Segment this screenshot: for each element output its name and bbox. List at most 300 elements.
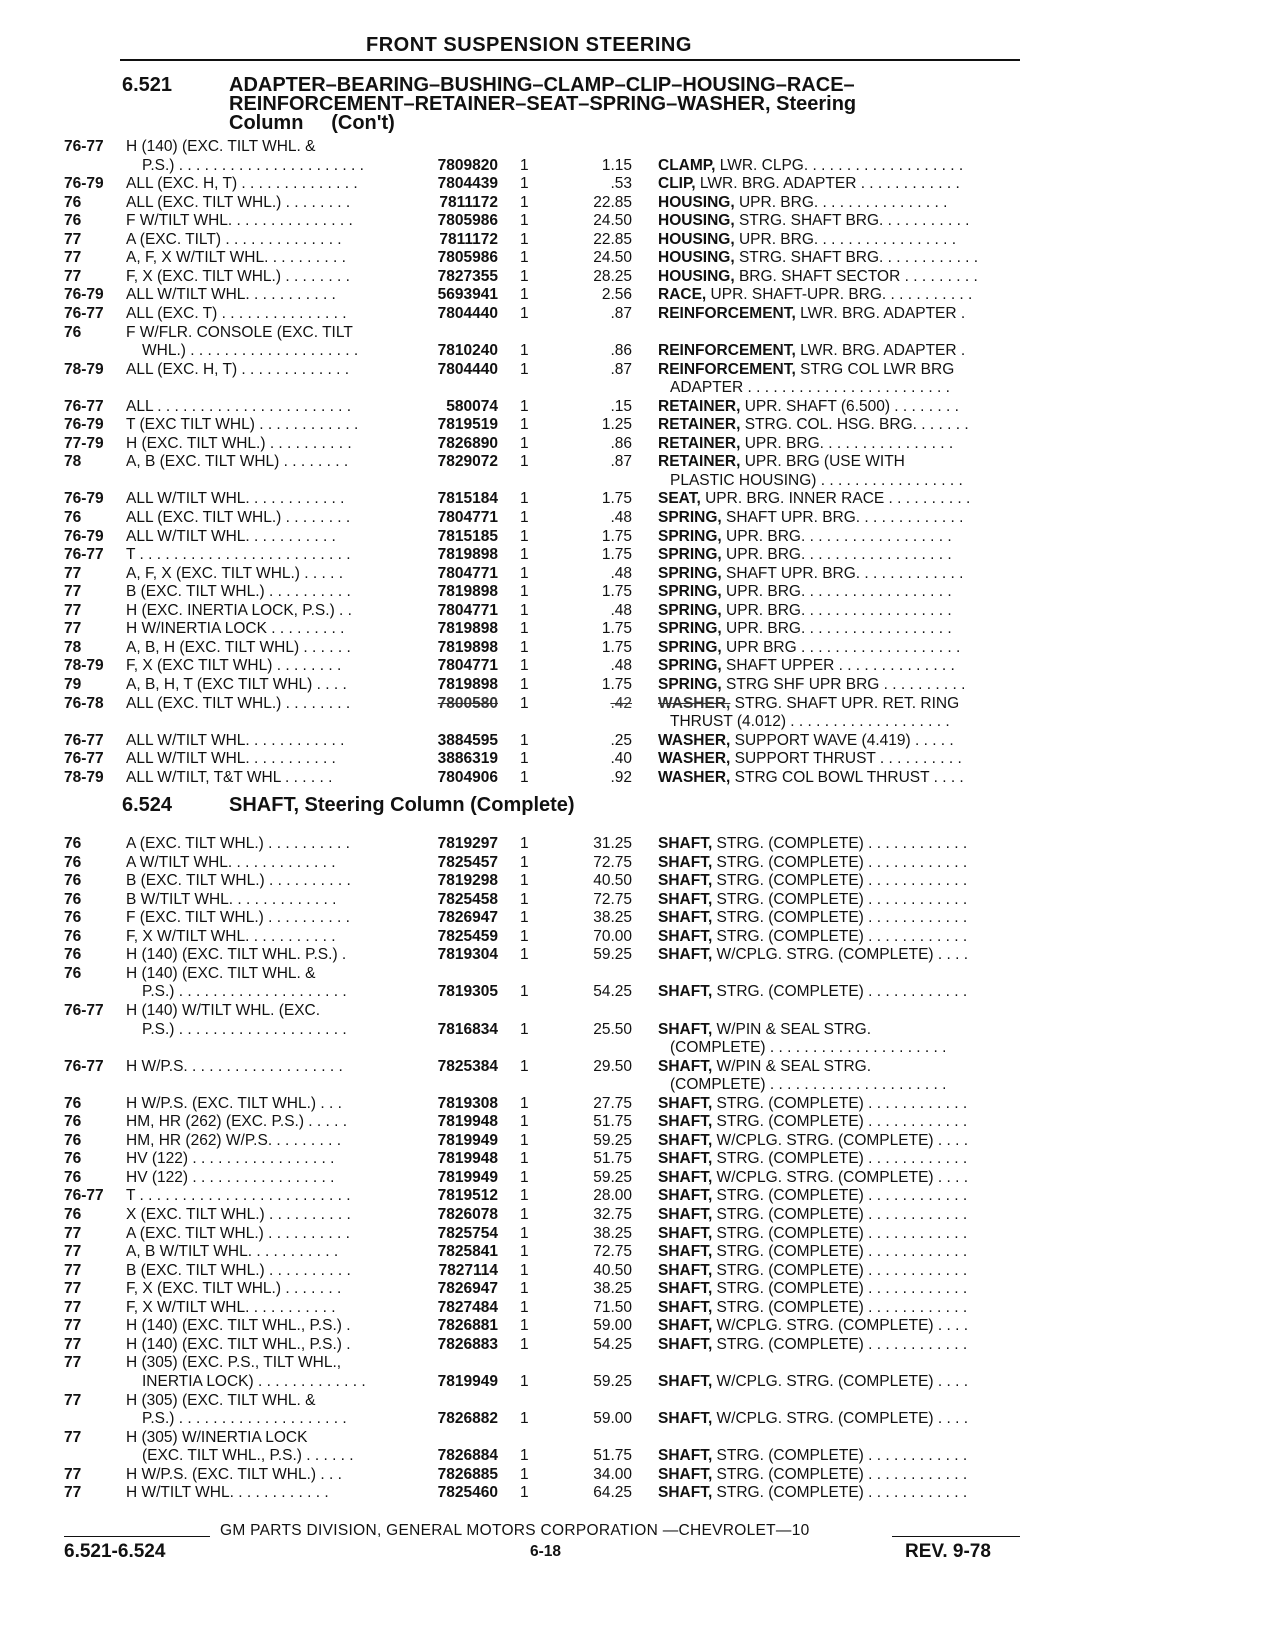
part-number: 7825841: [437, 1243, 498, 1261]
description: [658, 1206, 1023, 1224]
part-detail: UPR. BRG. . . . . . . . . . . . . . . .: [740, 434, 954, 452]
part-number: 7805986: [437, 249, 498, 267]
price: 25.50: [593, 1020, 632, 1038]
part-number: 7825459: [437, 927, 498, 945]
part-number: 7819519: [437, 416, 498, 434]
quantity: 1: [520, 453, 529, 471]
part-name: SHAFT,: [658, 1280, 713, 1298]
price: 1.75: [601, 527, 632, 545]
application: ALL (EXC. TILT WHL.) . . . . . . . .: [126, 193, 351, 211]
price: 51.75: [593, 1150, 632, 1168]
model-year: 77: [64, 1317, 82, 1335]
price: 51.75: [593, 1447, 632, 1465]
application: P.S.) . . . . . . . . . . . . . . . . . . . .: [142, 1410, 347, 1428]
price: 1.75: [601, 583, 632, 601]
description: [658, 175, 1023, 193]
application: P.S.) . . . . . . . . . . . . . . . . . . . . . .: [142, 156, 364, 174]
quantity: 1: [520, 927, 529, 945]
quantity: 1: [520, 434, 529, 452]
part-detail: STRG. (COMPLETE) . . . . . . . . . . . .: [712, 927, 968, 945]
part-detail: W/CPLG. STRG. (COMPLETE) . . . .: [712, 946, 969, 964]
quantity: 1: [520, 946, 529, 964]
quantity: 1: [520, 1280, 529, 1298]
price: .48: [610, 601, 632, 619]
quantity: 1: [520, 342, 529, 360]
price: 59.25: [593, 1131, 632, 1149]
price: 29.50: [593, 1057, 632, 1075]
quantity: 1: [520, 1243, 529, 1261]
part-name: RETAINER,: [658, 397, 741, 415]
part-name: SHAFT,: [658, 1057, 713, 1075]
part-detail: STRG. (COMPLETE) . . . . . . . . . . . .: [712, 1187, 968, 1205]
part-name: SPRING,: [658, 583, 722, 601]
part-detail: UPR. SHAFT (6.500) . . . . . . . .: [740, 397, 959, 415]
part-detail: LWR. BRG. ADAPTER . . . . . . . . . . . .: [695, 175, 960, 193]
quantity: 1: [520, 1335, 529, 1353]
quantity: 1: [520, 890, 529, 908]
section-number: 6.521: [122, 74, 173, 96]
model-year: 76-77: [64, 1001, 104, 1019]
quantity: 1: [520, 983, 529, 1001]
application: ALL W/TILT, T&T WHL . . . . . .: [126, 768, 333, 786]
quantity: 1: [520, 304, 529, 322]
price: 28.00: [593, 1187, 632, 1205]
part-detail: LWR. BRG. ADAPTER .: [795, 342, 966, 360]
quantity: 1: [520, 509, 529, 526]
part-detail: UPR. BRG. . . . . . . . . . . . . . . . . .: [721, 620, 952, 638]
model-year: 76-79: [64, 416, 104, 434]
price: 1.75: [601, 620, 632, 638]
footer-rule: [892, 1536, 1020, 1537]
application: P.S.) . . . . . . . . . . . . . . . . . . . .: [142, 1020, 347, 1038]
price: 22.85: [593, 230, 632, 248]
application: P.S.) . . . . . . . . . . . . . . . . . . . .: [142, 983, 347, 1001]
application: T . . . . . . . . . . . . . . . . . . . . . . . . .: [126, 1187, 351, 1205]
description: [658, 1373, 1023, 1391]
part-name: SHAFT,: [658, 1298, 713, 1316]
section-number: 6.524: [122, 794, 173, 816]
footer-publisher: GM PARTS DIVISION, GENERAL MOTORS CORPORATION —CHEVROLET—10: [220, 1522, 810, 1539]
part-name: SHAFT,: [658, 1150, 713, 1168]
part-number: 7819298: [437, 872, 498, 890]
part-number: 7826885: [437, 1465, 498, 1483]
part-detail: ADAPTER . . . . . . . . . . . . . . . . . . . . . . . .: [670, 379, 950, 397]
part-detail: STRG. (COMPLETE) . . . . . . . . . . . .: [712, 909, 968, 927]
part-name: RETAINER,: [658, 453, 741, 471]
description: [658, 835, 1023, 853]
quantity: 1: [520, 416, 529, 434]
part-name: SHAFT,: [658, 1224, 713, 1242]
model-year: 76-77: [64, 138, 104, 155]
part-name: SEAT,: [658, 490, 701, 508]
application: ALL (EXC. T) . . . . . . . . . . . . . . .: [126, 304, 347, 322]
price: 51.75: [593, 1113, 632, 1131]
application: ALL (EXC. H, T) . . . . . . . . . . . . . .: [126, 175, 358, 193]
model-year: 78: [64, 453, 82, 471]
price: .86: [610, 342, 632, 360]
model-year: 77: [64, 249, 82, 267]
description: [658, 1243, 1023, 1261]
model-year: 76-77: [64, 1187, 104, 1205]
part-number: 7819898: [437, 638, 498, 656]
model-year: 76: [64, 1150, 82, 1168]
model-year: 78-79: [64, 768, 104, 786]
part-number: 5693941: [437, 286, 498, 304]
part-detail: STRG. (COMPLETE) . . . . . . . . . . . .: [712, 1298, 968, 1316]
application: F, X (EXC. TILT WHL.) . . . . . . . .: [126, 267, 350, 285]
model-year: 76: [64, 909, 82, 927]
part-name: SHAFT,: [658, 946, 713, 964]
model-year: 77: [64, 564, 82, 582]
model-year: 78: [64, 638, 82, 656]
part-number: 7819898: [437, 620, 498, 638]
quantity: 1: [520, 1113, 529, 1131]
quantity: 1: [520, 230, 529, 248]
part-number: 7829072: [437, 453, 498, 471]
part-detail: UPR. BRG. . . . . . . . . . . . . . . . . .: [721, 527, 952, 545]
part-number: 7826884: [437, 1447, 498, 1465]
part-number: 7826883: [437, 1335, 498, 1353]
part-detail: STRG. SHAFT UPR. RET. RING: [730, 694, 960, 712]
part-detail: STRG. SHAFT BRG. . . . . . . . . . .: [734, 212, 970, 230]
application: X (EXC. TILT WHL.) . . . . . . . . . .: [126, 1206, 351, 1223]
application: H (140) (EXC. TILT WHL. &: [126, 138, 316, 155]
quantity: 1: [520, 731, 529, 749]
description: [658, 194, 1023, 212]
application: T . . . . . . . . . . . . . . . . . . . . . . . . .: [126, 546, 351, 564]
part-number: 7825460: [437, 1484, 498, 1502]
model-year: 76: [64, 964, 82, 982]
description: [670, 1076, 1023, 1094]
description: [658, 602, 1023, 620]
price: .87: [610, 453, 632, 471]
description: [658, 854, 1023, 872]
model-year: 77: [64, 1484, 82, 1502]
part-number: 7826890: [437, 434, 498, 452]
price: 71.50: [593, 1298, 632, 1316]
quantity: 1: [520, 286, 529, 304]
description: [658, 1132, 1023, 1150]
description: [658, 453, 1023, 471]
part-name: SHAFT,: [658, 1410, 713, 1428]
quantity: 1: [520, 267, 529, 285]
description: [658, 983, 1023, 1001]
price: 32.75: [593, 1206, 632, 1223]
price: 27.75: [593, 1094, 632, 1112]
model-year: 77: [64, 1428, 82, 1446]
description: [658, 546, 1023, 564]
part-detail: SHAFT UPR. BRG. . . . . . . . . . . . .: [721, 564, 964, 582]
application: H (140) (EXC. TILT WHL. P.S.) .: [126, 946, 347, 964]
model-year: 76-79: [64, 286, 104, 304]
part-detail: STRG. (COMPLETE) . . . . . . . . . . . .: [712, 1447, 968, 1465]
part-name: RETAINER,: [658, 416, 741, 434]
part-detail: STRG SHF UPR BRG . . . . . . . . . .: [721, 675, 966, 693]
application: ALL W/TILT WHL. . . . . . . . . . .: [126, 527, 336, 545]
price: 72.75: [593, 1243, 632, 1261]
description: [658, 249, 1023, 267]
quantity: 1: [520, 564, 529, 582]
part-detail: SUPPORT WAVE (4.419) . . . . .: [730, 731, 954, 749]
application: A, B, H (EXC. TILT WHL) . . . . . .: [126, 638, 351, 656]
description: [658, 1336, 1023, 1354]
part-name: WASHER,: [658, 731, 731, 749]
model-year: 76: [64, 1131, 82, 1149]
description: [658, 1466, 1023, 1484]
part-detail: STRG. (COMPLETE) . . . . . . . . . . . .: [712, 853, 968, 871]
part-number: 7825754: [437, 1224, 498, 1242]
price: 1.75: [601, 546, 632, 564]
quantity: 1: [520, 156, 529, 174]
price: .42: [610, 694, 632, 712]
application: H (140) (EXC. TILT WHL., P.S.) .: [126, 1335, 351, 1353]
description: [658, 509, 1023, 527]
price: .87: [610, 304, 632, 322]
application: F, X (EXC TILT WHL) . . . . . . . .: [126, 657, 342, 675]
page-title: FRONT SUSPENSION STEERING: [366, 34, 692, 56]
description: [658, 695, 1023, 713]
description: [658, 361, 1023, 379]
model-year: 79: [64, 675, 82, 693]
quantity: 1: [520, 1131, 529, 1149]
model-year: 76: [64, 946, 82, 964]
application: ALL . . . . . . . . . . . . . . . . . . . . . . .: [126, 397, 352, 415]
part-number: 7804906: [437, 768, 498, 786]
price: .15: [610, 397, 632, 415]
price: 1.75: [601, 638, 632, 656]
price: 54.25: [593, 983, 632, 1001]
model-year: 77: [64, 1298, 82, 1316]
description: [658, 565, 1023, 583]
description: [658, 342, 1023, 360]
price: .92: [610, 768, 632, 786]
description: [658, 750, 1023, 768]
price: 24.50: [593, 212, 632, 230]
part-name: SHAFT,: [658, 1168, 713, 1186]
part-name: SPRING,: [658, 546, 722, 564]
application: H (140) (EXC. TILT WHL. &: [126, 964, 316, 982]
part-name: SHAFT,: [658, 1187, 713, 1205]
part-name: REINFORCEMENT,: [658, 342, 796, 360]
part-detail: LWR. CLPG. . . . . . . . . . . . . . . . . . .: [715, 156, 964, 174]
description: [658, 1225, 1023, 1243]
part-name: SHAFT,: [658, 1465, 713, 1483]
part-detail: UPR. BRG. . . . . . . . . . . . . . . . . .: [721, 583, 952, 601]
application: F W/TILT WHL. . . . . . . . . . . . . . .: [126, 212, 353, 230]
part-number: 7804771: [437, 509, 498, 526]
part-number: 7804771: [437, 601, 498, 619]
section-title-line2: REINFORCEMENT–RETAINER–SEAT–SPRING–WASHER, Steering: [229, 93, 857, 115]
description: [658, 157, 1023, 175]
part-name: SHAFT,: [658, 835, 713, 852]
application: A, B W/TILT WHL. . . . . . . . . . .: [126, 1243, 339, 1261]
part-number: 7826947: [437, 1280, 498, 1298]
description: [670, 713, 1023, 731]
part-detail: STRG. (COMPLETE) . . . . . . . . . . . .: [712, 835, 968, 852]
part-number: 7809820: [437, 156, 498, 174]
quantity: 1: [520, 1168, 529, 1186]
application: ALL (EXC. TILT WHL.) . . . . . . . .: [126, 694, 351, 712]
description: [658, 583, 1023, 601]
part-number: 7819297: [437, 835, 498, 852]
part-number: 7825457: [437, 853, 498, 871]
model-year: 76: [64, 853, 82, 871]
description: [658, 928, 1023, 946]
quantity: 1: [520, 1224, 529, 1242]
description: [658, 1317, 1023, 1335]
price: 59.25: [593, 1168, 632, 1186]
price: 31.25: [593, 835, 632, 852]
part-detail: STRG. COL. HSG. BRG. . . . . . .: [740, 416, 969, 434]
part-detail: W/CPLG. STRG. (COMPLETE) . . . .: [712, 1317, 969, 1335]
application: H (140) (EXC. TILT WHL., P.S.) .: [126, 1317, 351, 1335]
part-detail: STRG. (COMPLETE) . . . . . . . . . . . .: [712, 1113, 968, 1131]
part-name: SHAFT,: [658, 1020, 713, 1038]
part-name: SHAFT,: [658, 1372, 713, 1390]
model-year: 76: [64, 212, 82, 230]
part-detail: (COMPLETE) . . . . . . . . . . . . . . . . . . . . .: [670, 1076, 947, 1094]
part-number: 7819949: [437, 1372, 498, 1390]
model-year: 76: [64, 1206, 82, 1223]
model-year: 76-77: [64, 731, 104, 749]
application: HV (122) . . . . . . . . . . . . . . . . .: [126, 1150, 335, 1168]
price: 1.75: [601, 675, 632, 693]
part-number: 7810240: [437, 342, 498, 360]
part-name: CLIP,: [658, 175, 696, 193]
application: ALL (EXC. TILT WHL.) . . . . . . . .: [126, 509, 351, 526]
part-detail: W/PIN & SEAL STRG.: [712, 1020, 872, 1038]
part-number: 7819948: [437, 1113, 498, 1131]
price: 2.56: [601, 286, 632, 304]
part-number: 7819898: [437, 583, 498, 601]
price: 1.15: [601, 156, 632, 174]
model-year: 77: [64, 620, 82, 638]
application: WHL.) . . . . . . . . . . . . . . . . . . . .: [142, 342, 359, 360]
part-number: 7804771: [437, 657, 498, 675]
model-year: 76: [64, 509, 82, 526]
application: B W/TILT WHL. . . . . . . . . . . . .: [126, 890, 337, 908]
application: ALL W/TILT WHL. . . . . . . . . . .: [126, 286, 336, 304]
quantity: 1: [520, 1484, 529, 1502]
part-number: 7819304: [437, 946, 498, 964]
part-number: 7804771: [437, 564, 498, 582]
part-detail: STRG. (COMPLETE) . . . . . . . . . . . .: [712, 1465, 968, 1483]
part-name: SHAFT,: [658, 1131, 713, 1149]
model-year: 76: [64, 890, 82, 908]
model-year: 76-79: [64, 527, 104, 545]
application: H (140) W/TILT WHL. (EXC.: [126, 1001, 321, 1019]
application: A, F, X (EXC. TILT WHL.) . . . . .: [126, 564, 344, 582]
description: [658, 1280, 1023, 1298]
quantity: 1: [520, 1020, 529, 1038]
part-number: 7825384: [437, 1057, 498, 1075]
part-detail: W/PIN & SEAL STRG.: [712, 1057, 872, 1075]
part-number: 7826881: [437, 1317, 498, 1335]
quantity: 1: [520, 1465, 529, 1483]
description: [658, 1299, 1023, 1317]
application: ALL W/TILT WHL. . . . . . . . . . .: [126, 750, 336, 768]
application: ALL W/TILT WHL. . . . . . . . . . . .: [126, 731, 345, 749]
price: .48: [610, 564, 632, 582]
part-number: 7815185: [437, 527, 498, 545]
application: F (EXC. TILT WHL.) . . . . . . . . . .: [126, 909, 350, 927]
part-number: 7827355: [437, 267, 498, 285]
part-name: RACE,: [658, 286, 707, 304]
price: 72.75: [593, 853, 632, 871]
section-title: SHAFT, Steering Column (Complete): [229, 794, 575, 816]
part-name: SHAFT,: [658, 853, 713, 871]
part-number: 7815184: [437, 490, 498, 508]
part-number: 7816834: [437, 1020, 498, 1038]
application: A, B, H, T (EXC TILT WHL) . . . .: [126, 675, 347, 693]
price: 59.25: [593, 1372, 632, 1390]
part-detail: UPR. BRG. . . . . . . . . . . . . . . .: [734, 193, 948, 211]
description: [658, 1095, 1023, 1113]
description: [658, 891, 1023, 909]
model-year: 77: [64, 1261, 82, 1279]
application: H W/P.S. . . . . . . . . . . . . . . . . . .: [126, 1057, 343, 1075]
part-number: 7819898: [437, 675, 498, 693]
quantity: 1: [520, 1057, 529, 1075]
quantity: 1: [520, 1372, 529, 1390]
part-number: 7800580: [437, 694, 498, 712]
part-detail: STRG. (COMPLETE) . . . . . . . . . . . .: [712, 1280, 968, 1298]
model-year: 76: [64, 1094, 82, 1112]
part-name: HOUSING,: [658, 212, 735, 230]
description: [658, 676, 1023, 694]
quantity: 1: [520, 872, 529, 890]
part-name: SPRING,: [658, 657, 722, 675]
model-year: 77: [64, 601, 82, 619]
application: ALL W/TILT WHL. . . . . . . . . . . .: [126, 490, 345, 508]
application: H (305) (EXC. TILT WHL. &: [126, 1391, 316, 1409]
model-year: 76: [64, 1168, 82, 1186]
description: [658, 1410, 1023, 1428]
part-name: SPRING,: [658, 638, 722, 656]
description: [670, 379, 1023, 397]
description: [670, 472, 1023, 490]
part-detail: (COMPLETE) . . . . . . . . . . . . . . . . . . . . .: [670, 1039, 947, 1057]
application: H W/P.S. (EXC. TILT WHL.) . . .: [126, 1094, 342, 1112]
model-year: 78-79: [64, 360, 104, 378]
part-name: SHAFT,: [658, 1261, 713, 1279]
model-year: 77: [64, 1335, 82, 1353]
quantity: 1: [520, 175, 529, 193]
part-number: 7827484: [437, 1298, 498, 1316]
description: [658, 528, 1023, 546]
model-year: 77: [64, 1243, 82, 1261]
part-name: REINFORCEMENT,: [658, 304, 796, 322]
price: 59.00: [593, 1317, 632, 1335]
part-detail: STRG. (COMPLETE) . . . . . . . . . . . .: [712, 872, 968, 890]
part-detail: UPR. BRG. INNER RACE . . . . . . . . . .: [700, 490, 971, 508]
price: 54.25: [593, 1335, 632, 1353]
part-name: SHAFT,: [658, 872, 713, 890]
application: HM, HR (262) (EXC. P.S.) . . . . .: [126, 1113, 348, 1131]
part-detail: STRG COL BOWL THRUST . . . .: [730, 768, 964, 786]
application: (EXC. TILT WHL., P.S.) . . . . . .: [142, 1447, 354, 1465]
part-detail: UPR BRG . . . . . . . . . . . . . . . . . . .: [721, 638, 961, 656]
quantity: 1: [520, 835, 529, 852]
price: 38.25: [593, 1280, 632, 1298]
part-name: SHAFT,: [658, 1335, 713, 1353]
price: .48: [610, 657, 632, 675]
quantity: 1: [520, 909, 529, 927]
application: F W/FLR. CONSOLE (EXC. TILT: [126, 323, 353, 341]
part-number: 7811172: [439, 230, 498, 248]
price: 64.25: [593, 1484, 632, 1502]
part-name: SHAFT,: [658, 1113, 713, 1131]
